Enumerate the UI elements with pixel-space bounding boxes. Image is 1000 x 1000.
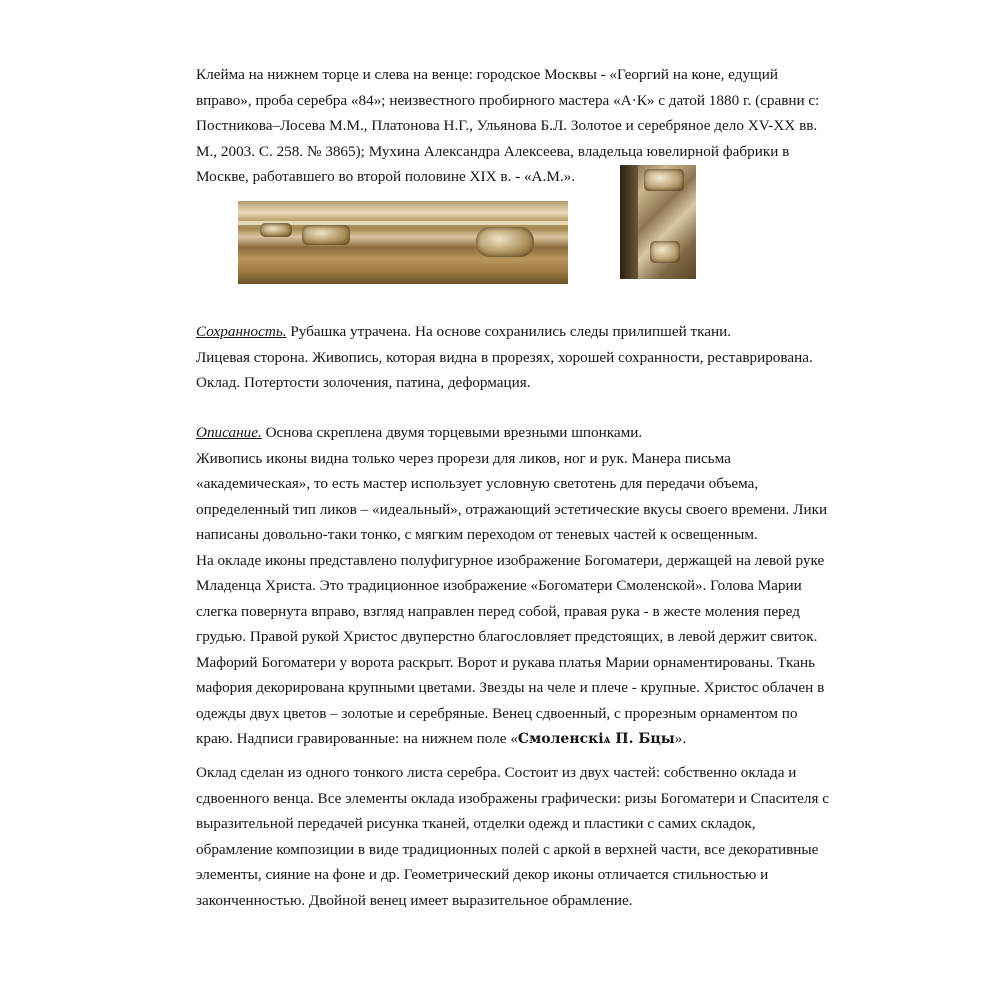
- text-line: определенный тип ликов – «идеальный», отражающий эстетические вкусы своего времени. Лики: [196, 500, 828, 518]
- text-fragment: Рубашка утрачена. На основе сохранились следы прилипшей ткани.: [286, 323, 732, 340]
- text-line: Оклад сделан из одного тонкого листа серебра. Состоит из двух частей: собственно оклада и: [196, 764, 797, 781]
- text-line: одежды двух цветов – золотые и серебряные. Венец сдвоенный, с прорезным орнаментом по: [196, 704, 798, 722]
- preservation-section: [196, 319, 836, 396]
- text-line: написаны довольно-таки тонко, с мягким переходом от теневых частей к освещенным.: [196, 526, 758, 543]
- church-slavonic-inscription: Смоленскіѧ П. Бцы: [517, 731, 675, 747]
- text-line: [196, 420, 836, 446]
- text-line: М., 2003. С. 258. № 3865); Мухина Александра Алексеева, владельца ювелирной фабрики в: [196, 142, 790, 160]
- text-line: [196, 726, 836, 753]
- text-line: «академическая», то есть мастер использует условную светотень для передачи объема,: [196, 475, 759, 492]
- description-heading: Описание.: [196, 424, 262, 441]
- hallmark-photo-corner: [620, 165, 696, 279]
- oklad-paragraph: [196, 760, 836, 913]
- description-section: [196, 420, 836, 753]
- text-line: мафория декорирована крупными цветами. Звезды на челе и плече - крупные. Христос облачен в: [196, 679, 825, 696]
- hallmark-photo-bar: [238, 201, 568, 284]
- text-fragment: краю. Надписи гравированные: на нижнем поле «: [196, 730, 518, 747]
- text-line: На окладе иконы представлено полуфигурное изображение Богоматери, держащей на левой руке: [196, 551, 825, 569]
- text-line: грудью. Правой рукой Христос двуперстно благословляет предстоящих, в левой держит свиток.: [196, 628, 818, 645]
- text-line: Мафорий Богоматери у ворота раскрыт. Ворот и рукава платья Марии орнаментированы. Ткань: [196, 653, 815, 671]
- text-line: Постникова–Лосева М.М., Платонова Н.Г., Ульянова Б.Л. Золотое и серебряное дело XV-XX вв.: [196, 117, 818, 134]
- text-line: законченностью. Двойной венец имеет выразительное обрамление.: [196, 891, 633, 909]
- text-fragment: Основа скреплена двумя торцевыми врезными шпонками.: [261, 424, 643, 441]
- text-line: [196, 319, 836, 345]
- text-line: обрамление композиции в виде традиционных полей с аркой в верхней части, все декоративные: [196, 840, 819, 858]
- text-line: Живопись иконы видна только через прорези для ликов, ног и рук. Манера письма: [196, 449, 731, 467]
- text-line: Москве, работавшего во второй половине XIX в. - «А.М.».: [196, 168, 576, 185]
- text-line: выразительной передачей рисунка тканей, отделки одежд и пластики с самих складок,: [196, 815, 756, 832]
- text-line: элементы, сияние на фоне и др. Геометрический декор иконы отличается стильностью и: [196, 866, 769, 883]
- text-line: Клейма на нижнем торце и слева на венце: городское Москвы - «Георгий на коне, едущий: [196, 66, 778, 83]
- preservation-heading: Сохранность.: [196, 323, 287, 340]
- text-line: Лицевая сторона. Живопись, которая видна в прорезях, хорошей сохранности, реставрирована.: [196, 348, 813, 366]
- text-line: вправо», проба серебра «84»; неизвестного пробирного мастера «А·К» с датой 1880 г. (сравни с:: [196, 91, 820, 109]
- text-fragment: ».: [674, 730, 687, 747]
- text-line: Младенца Христа. Это традиционное изображение «Богоматери Смоленской». Голова Марии: [196, 577, 802, 594]
- text-line: сдвоенного венца. Все элементы оклада изображены графически: ризы Богоматери и Спасителя с: [196, 789, 830, 807]
- text-line: слегка повернута вправо, взгляд направлен перед собой, правая рука - в жесте моления перед: [196, 602, 800, 620]
- text-line: Оклад. Потертости золочения, патина, деформация.: [196, 374, 531, 391]
- hallmarks-paragraph: [196, 62, 836, 190]
